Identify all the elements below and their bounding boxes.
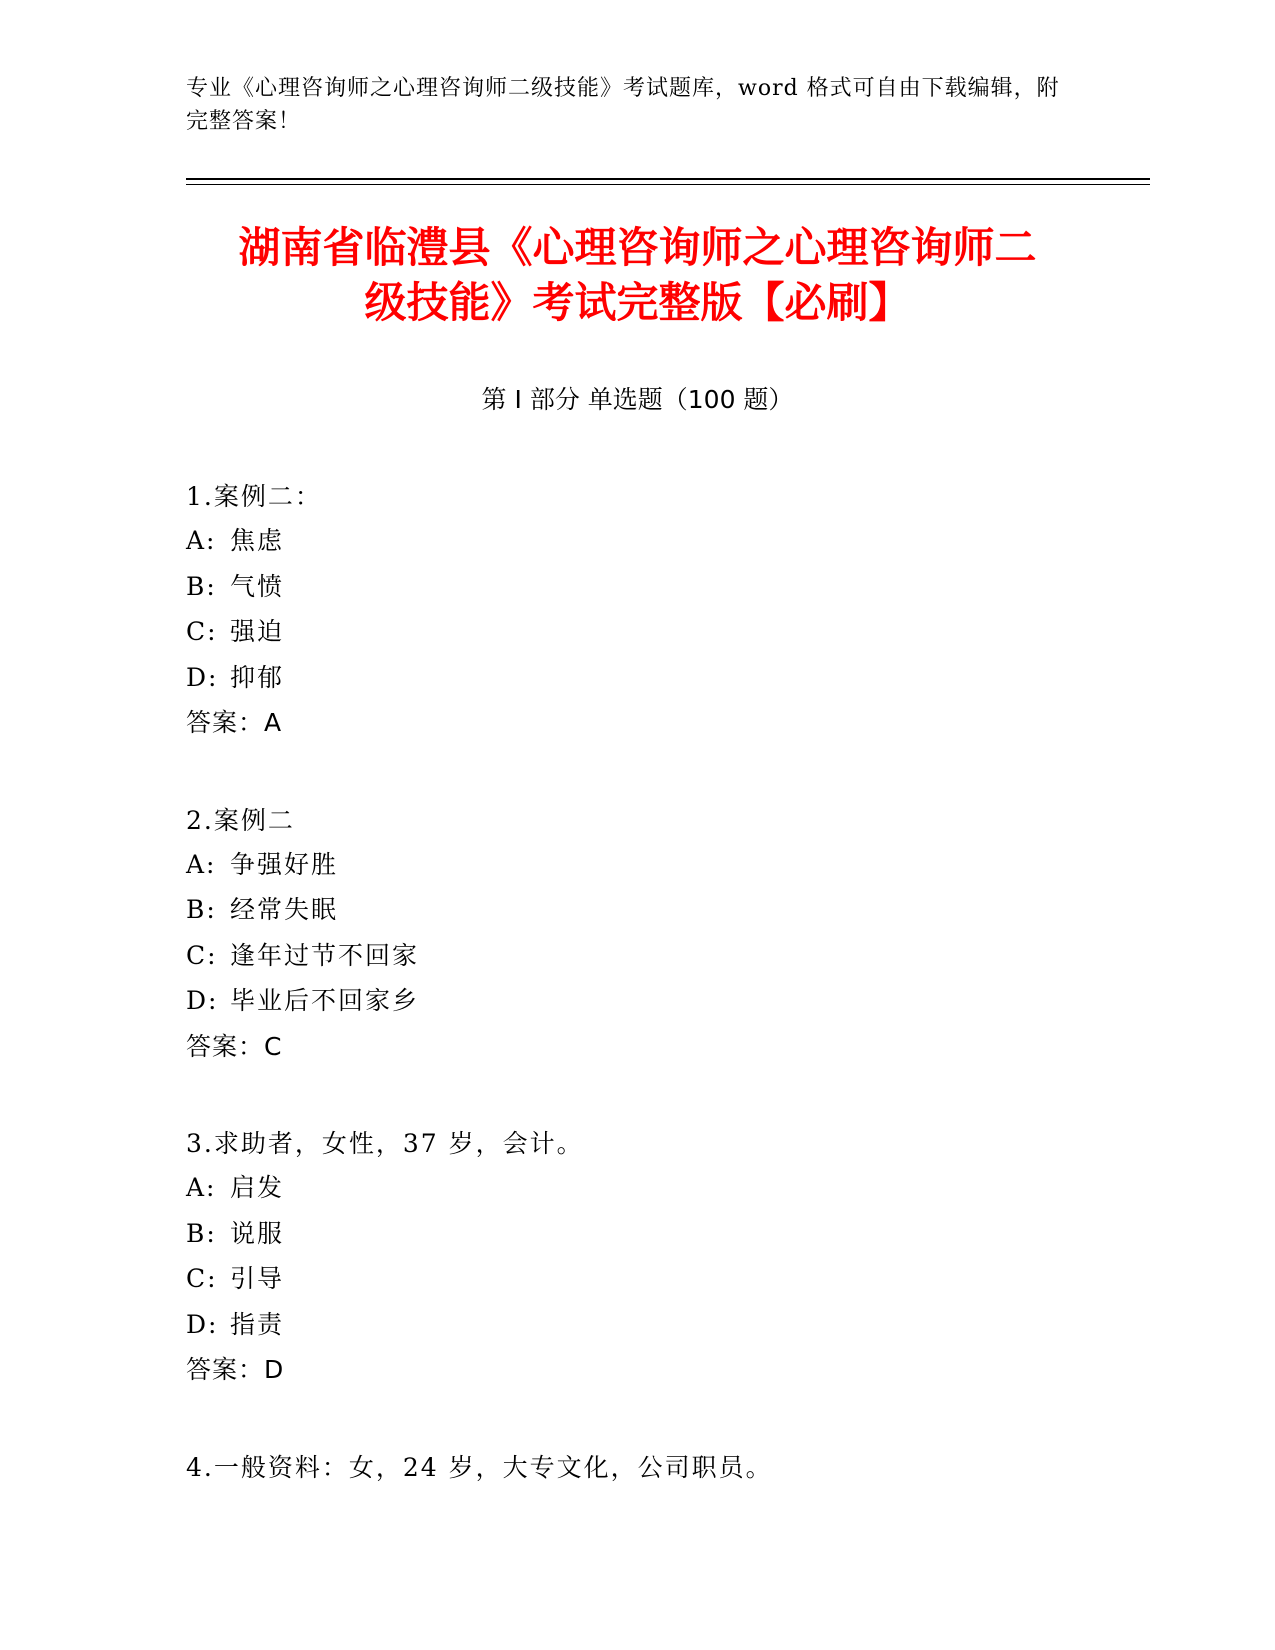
option-a — [186, 1165, 1086, 1211]
question-3 — [186, 1123, 1086, 1393]
option-key: C: — [186, 617, 218, 646]
question-2 — [186, 800, 1086, 1070]
question-4 — [186, 1447, 1086, 1489]
option-a — [186, 842, 1086, 888]
document-title — [150, 220, 1125, 330]
header-note: 专业《心理咨询师之心理咨询师二级技能》考试题库，word 格式可自由下载编辑，附完整答案！ — [186, 76, 1060, 134]
option-a — [186, 518, 1086, 564]
option-c — [186, 933, 1086, 979]
document-title-line-1: 湖南省临澧县《心理咨询师之心理咨询师二 — [238, 223, 1037, 272]
header-divider-thick — [186, 178, 1150, 180]
option-text: 启发 — [230, 1173, 285, 1202]
option-key: A: — [186, 849, 217, 879]
option-text: 引导 — [230, 1264, 285, 1293]
option-c — [186, 609, 1086, 655]
option-text: 逢年过节不回家 — [230, 940, 420, 970]
option-key: C: — [186, 1264, 218, 1293]
option-text: 指责 — [230, 1309, 285, 1339]
option-b — [186, 887, 1086, 933]
option-key: D: — [186, 1309, 219, 1339]
option-key: B: — [186, 571, 217, 601]
option-text: 焦虑 — [230, 526, 285, 555]
answer: 答案：A — [186, 708, 283, 737]
option-key: D: — [186, 662, 219, 692]
option-b — [186, 1211, 1086, 1257]
option-key: B: — [186, 1218, 217, 1248]
header-divider-thin — [186, 184, 1150, 185]
option-d — [186, 1302, 1086, 1348]
option-d — [186, 978, 1086, 1024]
question-text: 1.案例二： — [186, 482, 322, 511]
section-heading: 第 I 部分 单选题（100 题） — [481, 385, 794, 414]
option-key: D: — [186, 986, 219, 1015]
option-key: B: — [186, 895, 217, 924]
option-c — [186, 1256, 1086, 1302]
option-text: 气愤 — [230, 571, 285, 601]
option-text: 经常失眠 — [230, 895, 339, 924]
question-list — [186, 476, 1086, 1543]
question-1 — [186, 476, 1086, 746]
document-title-line-2: 级技能》考试完整版【必刷】 — [364, 278, 911, 327]
question-text: 2.案例二 — [186, 805, 295, 835]
option-key: A: — [186, 1173, 217, 1202]
option-text: 强迫 — [230, 617, 285, 646]
question-text: 4.一般资料：女，24 岁，大专文化，公司职员。 — [186, 1452, 773, 1482]
answer: 答案：C — [186, 1031, 283, 1061]
option-b — [186, 564, 1086, 610]
question-text: 3.求助者，女性，37 岁，会计。 — [186, 1129, 584, 1158]
option-text: 毕业后不回家乡 — [230, 986, 420, 1015]
option-text: 说服 — [230, 1218, 285, 1248]
option-d — [186, 655, 1086, 701]
option-text: 争强好胜 — [230, 849, 339, 879]
option-key: A: — [186, 526, 217, 555]
option-text: 抑郁 — [230, 662, 285, 692]
option-key: C: — [186, 940, 218, 970]
answer: 答案：D — [186, 1355, 285, 1384]
